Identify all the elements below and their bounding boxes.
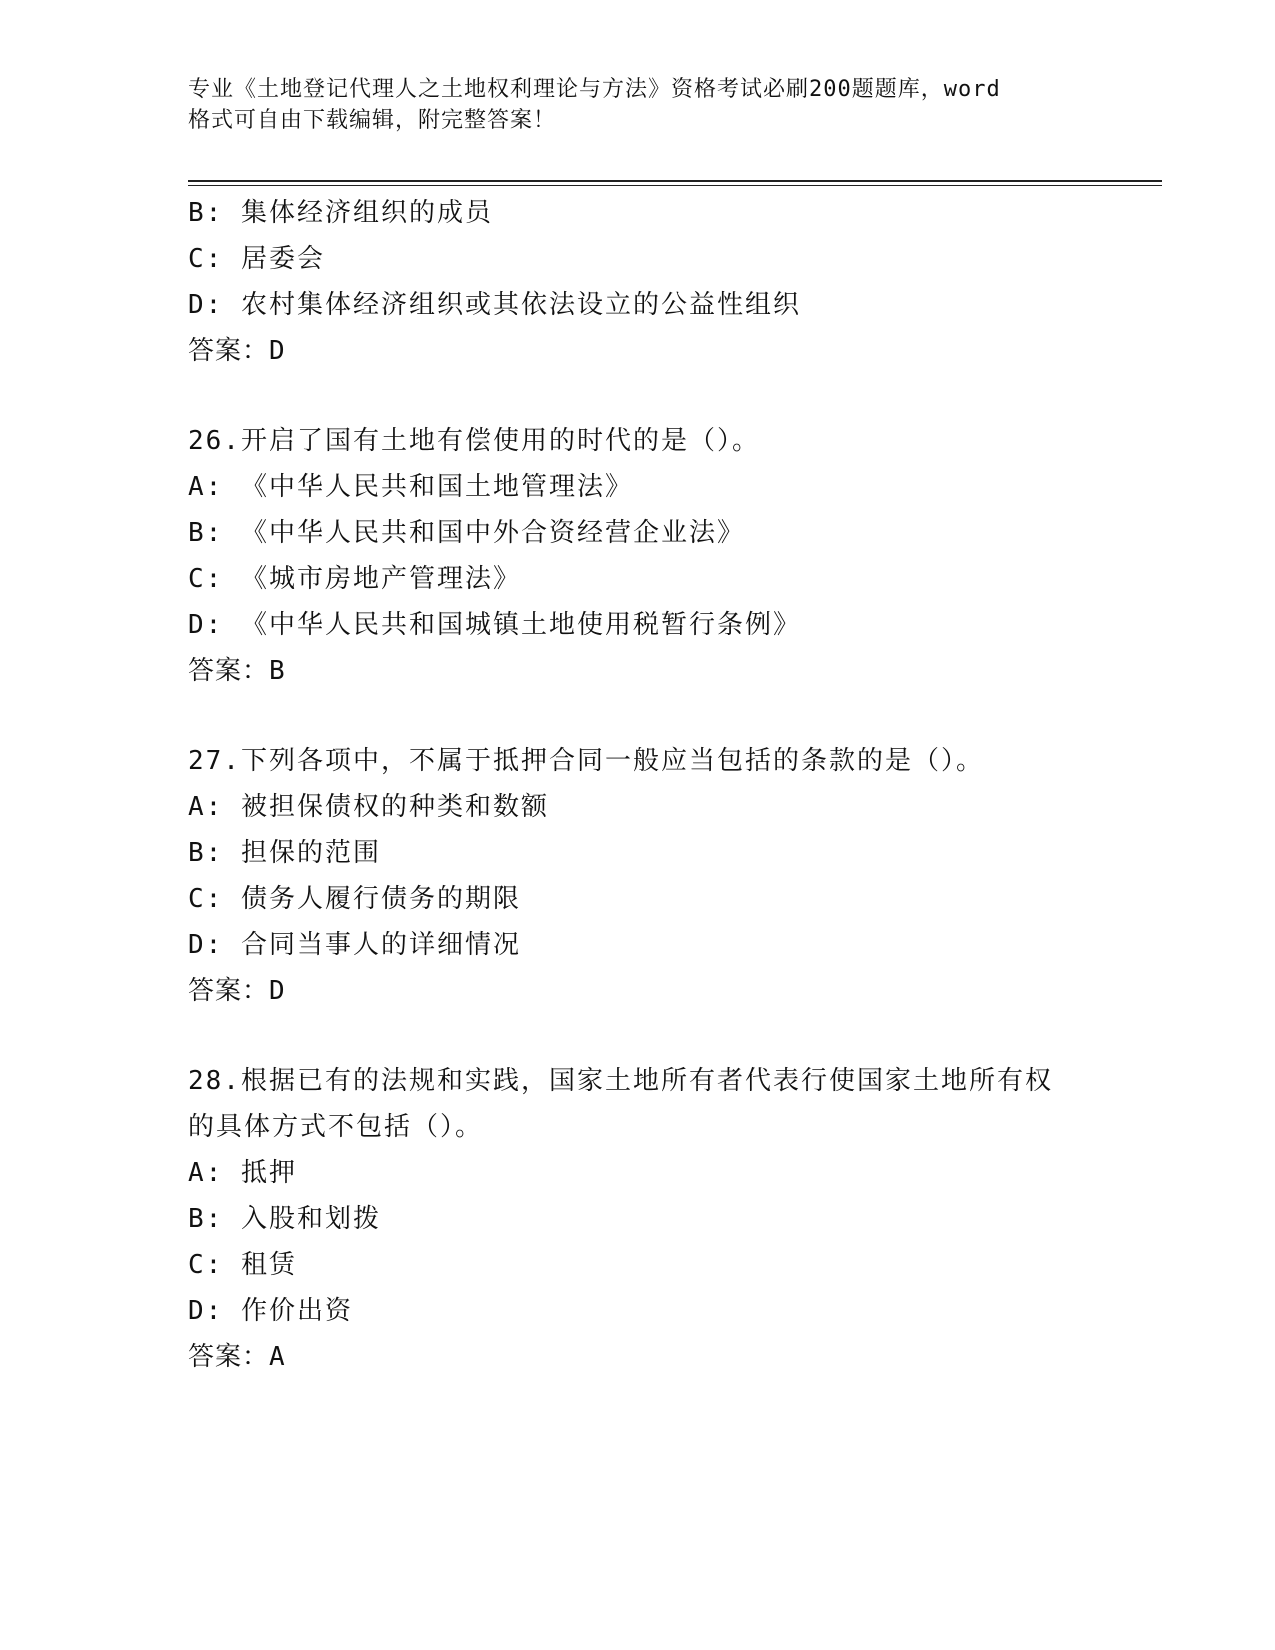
question-stem-line-1: 28.根据已有的法规和实践，国家土地所有者代表行使国家土地所有权 <box>188 1066 1053 1096</box>
question-stem: 27.下列各项中，不属于抵押合同一般应当包括的条款的是（）。 <box>188 746 984 776</box>
option-c: C: 租赁 <box>188 1250 297 1280</box>
header-line-2: 格式可自由下载编辑，附完整答案！ <box>188 108 557 133</box>
question-stem: 26.开启了国有土地有偿使用的时代的是（）。 <box>188 426 760 456</box>
answer-line: 答案：D <box>188 976 286 1006</box>
answer-line: 答案：B <box>188 656 286 686</box>
option-d: D: 作价出资 <box>188 1296 353 1326</box>
question-27 <box>188 738 1088 1014</box>
option-b: B: 《中华人民共和国中外合资经营企业法》 <box>188 518 745 548</box>
option-c: C: 居委会 <box>188 244 325 274</box>
option-d: D: 《中华人民共和国城镇土地使用税暂行条例》 <box>188 610 801 640</box>
option-c: C: 《城市房地产管理法》 <box>188 564 521 594</box>
option-a: A: 《中华人民共和国土地管理法》 <box>188 472 633 502</box>
answer-line: 答案：D <box>188 336 286 366</box>
header-divider-thick <box>188 180 1162 182</box>
question-28 <box>188 1058 1088 1380</box>
option-a: A: 被担保债权的种类和数额 <box>188 792 549 822</box>
option-c: C: 债务人履行债务的期限 <box>188 884 521 914</box>
question-stem-line-2: 的具体方式不包括（）。 <box>188 1112 484 1142</box>
option-d: D: 合同当事人的详细情况 <box>188 930 521 960</box>
option-d: D: 农村集体经济组织或其依法设立的公益性组织 <box>188 290 801 320</box>
header-line-1: 专业《土地登记代理人之土地权利理论与方法》资格考试必刷200题题库，word <box>188 77 1001 102</box>
option-b: B: 集体经济组织的成员 <box>188 198 493 228</box>
question-26 <box>188 418 1088 694</box>
question-partial <box>188 190 1088 374</box>
header-divider-thin <box>188 185 1162 186</box>
question-list <box>188 190 1088 1380</box>
option-a: A: 抵押 <box>188 1158 297 1188</box>
document-header <box>188 74 1068 136</box>
option-b: B: 入股和划拨 <box>188 1204 381 1234</box>
option-b: B: 担保的范围 <box>188 838 381 868</box>
answer-line: 答案：A <box>188 1342 286 1372</box>
